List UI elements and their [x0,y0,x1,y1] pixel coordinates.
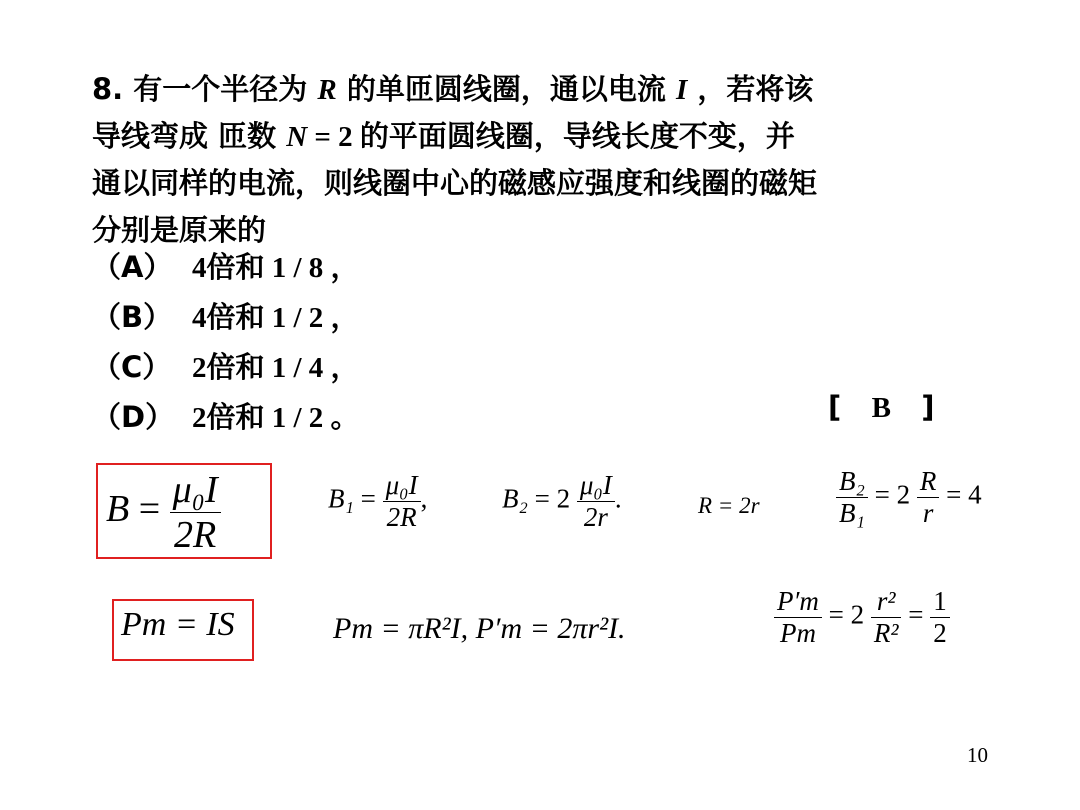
option-d[interactable] [92,395,360,436]
fb-lhs: B [106,488,130,531]
formula-b2 [502,470,622,533]
question-line-1 [92,66,1052,113]
fb2-lhs: B₂ [502,483,528,514]
frb-num: B₂ [839,466,865,496]
frp-eq2: = [908,599,924,630]
frp-frac1 [774,586,822,649]
fb2-frac [577,470,615,533]
fb-eq: = [138,488,161,531]
fb1-tail: , [420,483,428,514]
frb-frac1 [836,466,868,529]
answer-close: ] [921,390,935,424]
frp-eq1: = 2 [828,599,865,630]
option-c[interactable] [92,345,360,386]
fb1-lhs: B₁ [328,483,354,514]
q2-var-n: N [286,121,308,153]
fb1-den: 2R [383,501,421,533]
question-line-4: 分别是原来的 [92,213,267,247]
formula-pm-values: Pm = πR²I, P′m = 2πr²I. [333,612,626,645]
option-b-text: 4倍和 1 / 2 ， [192,302,360,334]
answer-open: [ [828,390,842,424]
fb2-num: μ₀I [579,470,612,500]
frb-eq2: = 4 [946,479,982,510]
frb-num2: R [919,466,937,496]
q1-b: 的单匝圆线圈，通以电流 [336,72,676,106]
frp-num2: r² [876,586,896,616]
q2-b: = 2 的平面圆线圈，导线长度不变，并 [307,121,795,153]
q1-var-r: R [317,74,337,106]
formula-r-relation: R = 2r [698,493,760,518]
q1-a: 8. 有一个半径为 [92,72,318,106]
question-line-3: 通以同样的电流，则线圈中心的磁感应强度和线圈的磁矩 [92,166,818,200]
fb1-num: μ₀I [385,470,418,500]
answer-value: B [871,392,891,424]
fb-frac [170,468,221,557]
option-c-label: （C） [92,350,172,384]
formula-ratio-b [836,466,982,529]
question-text [92,66,1052,254]
fb1-eq: = [360,483,376,514]
formula-b1 [328,470,427,533]
frp-frac2 [871,586,902,649]
question-line-2 [92,113,1052,160]
q1-c: ，若将该 [687,72,814,106]
page-number: 10 [967,743,988,767]
formula-b-boxed [106,468,221,557]
option-a-text: 4倍和 1 / 8 ， [192,252,360,284]
option-d-text: 2倍和 1 / 2 。 [192,402,360,434]
frb-den2: r [917,497,940,529]
frb-eq1: = 2 [874,479,911,510]
frp-den2: R² [871,617,902,649]
fb2-eq: = 2 [534,483,571,514]
fb-den: 2R [170,512,221,557]
frp-frac3 [930,586,950,649]
frb-den: B₁ [836,497,868,529]
answer-bracket [828,390,934,425]
formula-pm-boxed: Pm = IS [121,606,235,643]
fb-num: μ₀I [172,469,218,511]
frp-num: P′m [777,586,819,616]
frp-den: Pm [774,617,822,649]
formula-ratio-p [774,586,950,649]
fb1-frac [383,470,421,533]
option-d-label: （D） [92,400,175,434]
q1-var-i: I [675,74,688,106]
q2-a: 导线弯成 匝数 [92,119,287,153]
option-b-label: （B） [92,300,173,334]
fb2-tail: . [614,483,622,514]
option-b[interactable] [92,295,360,336]
option-a[interactable] [92,245,360,286]
frp-den3: 2 [930,617,950,649]
frp-num3: 1 [933,586,947,616]
fb2-den: 2r [577,501,615,533]
option-c-text: 2倍和 1 / 4 ， [192,352,360,384]
frb-frac2 [917,466,940,529]
option-a-label: （A） [92,250,173,284]
